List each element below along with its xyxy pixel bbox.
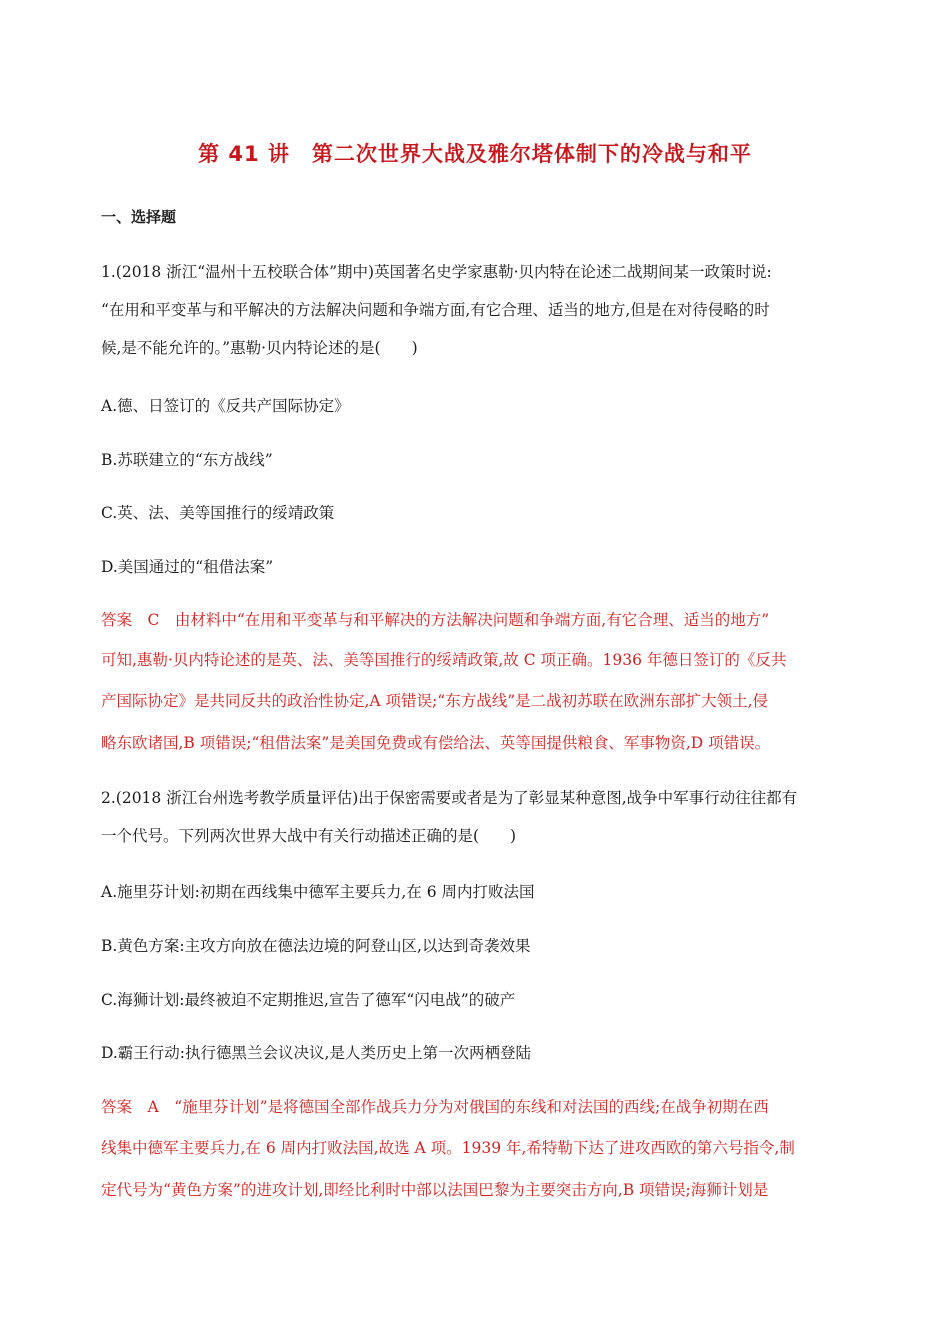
q1-answer-line: 产国际协定》是共同反共的政治性协定,A 项错误;“东方战线”是二战初苏联在欧洲东部扩大领土,侵 (101, 692, 769, 710)
q2-option-c: C.海狮计划:最终被迫不定期推迟,宣告了德军“闪电战”的破产 (101, 991, 516, 1009)
q1-answer-line: 略东欧诸国,B 项错误;“租借法案”是美国免费或有偿给法、英等国提供粮食、军事物资,D 项错误。 (101, 734, 771, 752)
section-heading: 一、选择题 (101, 208, 177, 226)
page-title: 第 41 讲 第二次世界大战及雅尔塔体制下的冷战与和平 (198, 142, 752, 166)
q1-option-d: D.美国通过的“租借法案” (101, 558, 274, 576)
q1-answer-line: 答案 C 由材料中“在用和平变革与和平解决的方法解决问题和争端方面,有它合理、适当的地方” (101, 611, 770, 629)
q2-answer-line: 定代号为“黄色方案”的进攻计划,即经比利时中部以法国巴黎为主要突击方向,B 项错误;海狮计划是 (101, 1181, 769, 1199)
q2-option-b: B.黄色方案:主攻方向放在德法边境的阿登山区,以达到奇袭效果 (101, 937, 531, 955)
q2-stem-line: 一个代号。下列两次世界大战中有关行动描述正确的是( ) (101, 827, 517, 845)
q2-option-a: A.施里芬计划:初期在西线集中德军主要兵力,在 6 周内打败法国 (101, 883, 535, 901)
q1-option-c: C.英、法、美等国推行的绥靖政策 (101, 504, 335, 522)
q2-stem-line: 2.(2018 浙江台州选考教学质量评估)出于保密需要或者是为了彰显某种意图,战争中军事行动往往都有 (101, 789, 798, 807)
q1-option-a: A.德、日签订的《反共产国际协定》 (101, 397, 350, 415)
q2-answer-line: 答案 A “施里芬计划”是将德国全部作战兵力分为对俄国的东线和对法国的西线;在战争初期在西 (101, 1098, 769, 1116)
q2-answer-line: 线集中德军主要兵力,在 6 周内打败法国,故选 A 项。1939 年,希特勒下达了进攻西欧的第六号指令,制 (101, 1139, 795, 1157)
q1-stem-line: 候,是不能允许的。”惠勒·贝内特论述的是( ) (101, 339, 418, 357)
q1-option-b: B.苏联建立的“东方战线” (101, 451, 273, 469)
q1-answer-line: 可知,惠勒·贝内特论述的是英、法、美等国推行的绥靖政策,故 C 项正确。1936 年德日签订的《反共 (101, 651, 787, 669)
q1-stem-line: 1.(2018 浙江“温州十五校联合体”期中)英国著名史学家惠勒·贝内特在论述二战期间某一政策时说: (101, 263, 772, 281)
q2-option-d: D.霸王行动:执行德黑兰会议决议,是人类历史上第一次两栖登陆 (101, 1044, 531, 1062)
q1-stem-line: “在用和平变革与和平解决的方法解决问题和争端方面,有它合理、适当的地方,但是在对待侵略的时 (101, 301, 770, 319)
